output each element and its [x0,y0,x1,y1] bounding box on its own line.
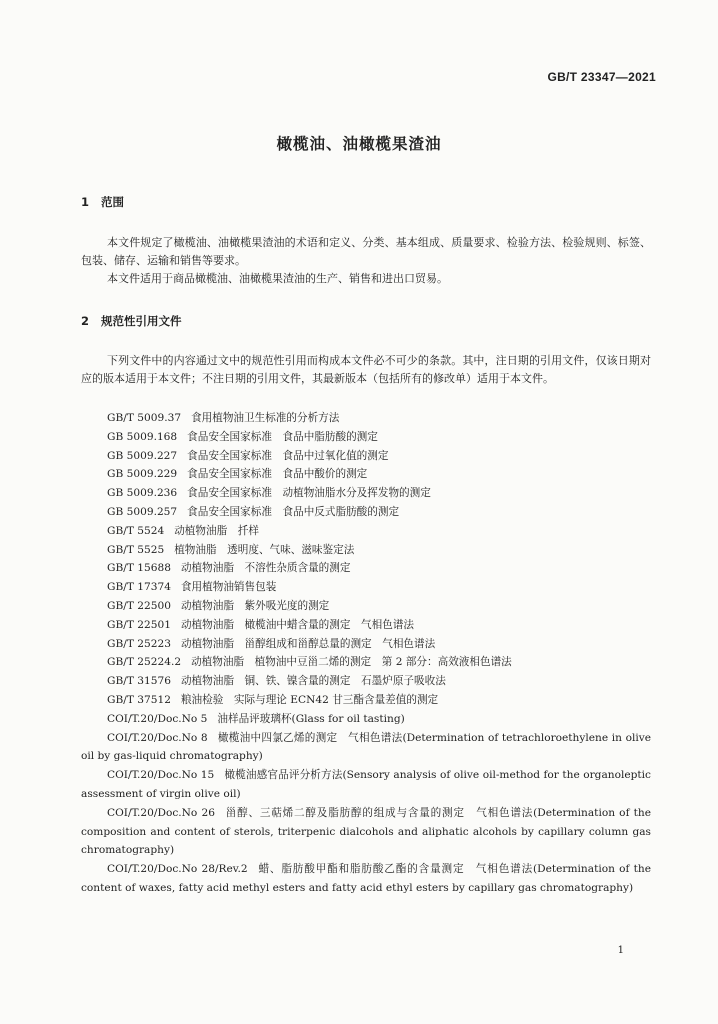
reference-title: 植物油脂 透明度、气味、滋味鉴定法 [174,543,355,556]
reference-item [81,465,651,484]
reference-code: GB/T 22501 [107,618,171,631]
reference-item [81,484,651,503]
section-2-heading [81,313,182,329]
reference-title: 橄榄油中四氯乙烯的测定 气相色谱法(Determination of tetrachloroethylene in olive oil by gas-liquid chromatography) [81,731,651,763]
reference-title: 食用植物油卫生标准的分析方法 [191,412,340,424]
reference-code: COI/T.20/Doc.No 8 [107,731,208,744]
reference-title: 动植物油脂 不溶性杂质含量的测定 [180,562,351,575]
scope-paragraph-1: 本文件规定了橄榄油、油橄榄果渣油的术语和定义、分类、基本组成、质量要求、检验方法、检验规则、标签、包装、储存、运输和销售等要求。 [81,236,651,267]
reference-title: 橄榄油感官品评分析方法(Sensory analysis of olive oil-method for the organoleptic assessment of virgin olive oil) [81,769,651,800]
section-1-heading [81,194,124,210]
reference-item [81,766,651,804]
document-title: 橄榄油、油橄榄果渣油 [276,135,442,153]
reference-title: 粮油检验 实际与理论 ECN42 甘三酯含量差值的测定 [180,693,439,706]
section-1-number: 1 [81,195,90,209]
reference-code: COI/T.20/Doc.No 5 [107,712,208,725]
reference-code: GB 5009.236 [107,487,178,500]
reference-item [81,635,651,654]
reference-item [81,428,651,447]
reference-title: 食用植物油销售包装 [180,581,277,594]
reference-item [81,578,651,597]
reference-item [81,597,651,616]
reference-code: GB/T 37512 [107,693,171,706]
reference-item [81,616,651,635]
reference-item [81,522,651,541]
reference-code: GB/T 25224.2 [107,656,182,669]
reference-item [81,691,651,710]
reference-title: 动植物油脂 甾醇组成和甾醇总量的测定 气相色谱法 [180,637,436,650]
reference-title: 食品安全国家标准 动植物油脂水分及挥发物的测定 [187,487,431,500]
reference-item [81,729,651,767]
standard-code: GB/T 23347—2021 [547,70,656,84]
reference-item [81,653,651,672]
reference-title: 动植物油脂 紫外吸光度的测定 [180,599,330,612]
reference-code: GB/T 22500 [107,599,171,612]
reference-code: GB/T 5525 [107,543,165,556]
reference-code: GB/T 25223 [107,637,171,650]
reference-code: GB/T 17374 [107,581,171,594]
reference-title: 食品安全国家标准 食品中酸价的测定 [187,468,368,481]
reference-item [81,541,651,560]
reference-code: COI/T.20/Doc.No 28/Rev.2 [107,863,248,876]
section-2-number: 2 [81,314,90,328]
reference-item [81,804,651,860]
reference-code: COI/T.20/Doc.No 26 [107,806,215,819]
references-intro: 下列文件中的内容通过文中的规范性引用而构成本文件必不可少的条款。其中，注日期的引用文件，仅该日期对应的版本适用于本文件；不注日期的引用文件，其最新版本（包括所有的修改单）适用于本文件。 [81,354,651,385]
reference-code: GB 5009.257 [107,505,178,518]
reference-item [81,710,651,729]
reference-code: GB/T 5524 [107,524,165,537]
reference-code: GB 5009.229 [107,468,178,481]
reference-title: 动植物油脂 铜、铁、镍含量的测定 石墨炉原子吸收法 [180,675,446,688]
reference-code: GB/T 15688 [107,562,171,575]
reference-title: 食品安全国家标准 食品中脂肪酸的测定 [187,430,378,443]
reference-title: 食品安全国家标准 食品中反式脂肪酸的测定 [187,505,400,518]
reference-title: 动植物油脂 植物油中豆甾二烯的测定 第 2 部分：高效液相色谱法 [191,656,512,669]
page-number: 1 [617,945,624,956]
reference-item [81,409,651,428]
reference-code: GB/T 31576 [107,675,171,688]
reference-item [81,503,651,522]
section-1-title: 范围 [101,195,124,209]
reference-title: 蜡、脂肪酸甲酯和脂肪酸乙酯的含量测定 气相色谱法(Determination of the content of waxes, fatty acid methyl esters and fatty acid ethyl esters by capillary gas chromatography) [81,863,651,894]
reference-title: 动植物油脂 橄榄油中蜡含量的测定 气相色谱法 [180,618,415,631]
reference-title: 动植物油脂 扦样 [174,524,259,537]
reference-code: GB 5009.227 [107,449,178,462]
reference-title: 油样品评玻璃杯(Glass for oil tasting) [217,712,405,725]
reference-code: GB/T 5009.37 [107,412,182,424]
scope-paragraph-2: 本文件适用于商品橄榄油、油橄榄果渣油的生产、销售和进出口贸易。 [107,272,448,285]
section-2-title: 规范性引用文件 [101,314,182,328]
reference-code: GB 5009.168 [107,430,178,443]
reference-list [81,409,651,898]
reference-item [81,860,651,898]
reference-code: COI/T.20/Doc.No 15 [107,769,215,782]
reference-item [81,447,651,466]
reference-item [81,672,651,691]
reference-title: 食品安全国家标准 食品中过氧化值的测定 [187,449,389,462]
reference-item [81,559,651,578]
reference-title: 甾醇、三萜烯二醇及脂肪醇的组成与含量的测定 气相色谱法(Determination of the composition and content of sterols, triterpenic dialcohols and aliphatic alcohols by capillary column gas chromatography) [81,806,651,857]
